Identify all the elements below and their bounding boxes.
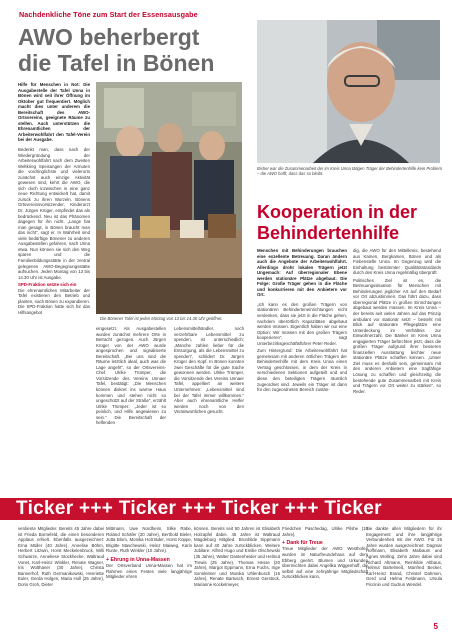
ticker-text-2: Mittmann, Uwe Nordheim, Silke Rabe, Roland Schäfer (20 Jahre), Berthold Bieler, Jutta Blom, Monika Holzräder, Horst Köppe, Brigitte Maschewski, Heinz Maiweg, Karin Runte, Ruth Winkler (10 Jahre). [106,526,192,554]
tafel-photo-caption: Die Bönener Tafel ist jeden Montag von 13 bis 14.30 Uhr geöffnet. [100,316,223,321]
ticker-column-5 [366,526,442,626]
ticker-column-4 [282,526,368,626]
ticker-column-1 [18,526,104,626]
article-left-body-3: eingesetzt. Als Ausgabestellen wurden zunächst mehrere Orte in Betracht gezogen. Auch Jürgen Krüger von der AWO wurde angesprochen und signalisierte Bereitschaft. „Bei uns sind die Räume letztlich ideal, auch was die Lage angeht“, so der Ortsvereins-Chef. Ulrike Trümper, die Vorsitzende des Vereins Unnaer Tafel, bestätigt: „Die Menschen können diskret ins warme Haus kommen und stehen nicht so ungeschützt auf der Straße“, erzählt Ulrike Trümper: „Jeder ist so peinlich, und Hilfe angewiesen zu sein.“ Die Bereitschaft der helfenden [96,326,166,426]
portrait-photo [257,20,440,163]
portrait-illustration [257,20,440,163]
ticker-text-5: Treue Mitglieder der AWO Westhofen wurden im Naturfreundehaus auf dem Ebberg geehrt. Blumen und Urkunden überreichten dabei Angelika Wiggenhoff, die selbst auf eine zehnjährige Mitgliedschaft zurückblicken kann, [282,546,368,580]
headline-kooperation: Kooperation in der Behindertenhilfe [257,202,418,243]
article-right-body-4: Politisches Ziel ist es, die Betreuungssituation für Menschen mit Behinderungen jeglicher Art auf den Bedarf vor Ort abzustimmen. Das führt dazu, dass überregional Plätze in großen Einrichtungen abgebaut werden müssen. Im Kreis Unna – der bereits seit vielen Jahren auf das Prinzip ambulant vor stationär setzt – besteht mit Blick auf stationäre Pflegeplätze eine Unterdeckung im Verhältnis zur Einwohnerzahl. Die Bänker im Kreis Unna engagierten Träger befürchten jetzt, dass die großen Träger aufgrund ihrer besseren finanziellen Ausstattung leichter neue stationäre Plätze schaffen können. „Unser Ziel muss es deshalb sein, gemeinsam mit den anderen Anbietern eine tragfähige Lösung zu schaffen und gleichzeitig die bestehende gute Zusammenarbeit mit Kreis und Trägern vor Ort weiter zu stärken“, so Reder. [353,277,441,394]
kicker-line: Nachdenkliche Töne zum Start der Essensausgabe [19,10,198,19]
article-left-column-2 [96,326,166,494]
page-number: 5 [433,622,438,631]
ticker-text-1: verdiente Mitglieder. Bereits 45 Jahre dabei ist Frieda Bornefeld, die einen besonderen Applaus erhielt. Ebenfalls ausgezeichnet: Erna Müller (40 Jahre), Annelise Böhm, Herbert Litzwin, Horst Meckelenbruck, Willi Schwarze, Anneliese Stockhecke, Waltraud Vonet, Karl-Heinz Winkler, Renate Wagner, Iris Wolthaner (30 Jahre), Christa Bannerhof, Ruth Germanikowski, Henriette Euler, Gerda Holgen, Maria Hull (25 Jahre), Doris Groh, Dieter [18,526,104,587]
article-right-lead: Menschen mit Behinderungen brauchen eine exzellente Betreuung. Daran ändern auch die Angebote der Arbeiterwohlfahrt. Allerdings droht lokalen Trägern jetzt Ungemach: Auf überregionaler Ebene werden stationäre Plätze abgebaut. Die Folge: Große Träger gehen in die Fläche und konkurrieren mit den Anbietern vor Ort. [257,248,347,298]
article-left-column-3 [174,326,244,494]
article-left-body-1: Bedenkt man, dass nach der Wiedergründung der Arbeiterwohlfahrt nach dem Zweiten Weltkrieg Speisungen der Armuten die vordringlichste und vielerorts zunächst auch einzige Aktivität gewesen sind, kehrt die AWO, die sich doch inzwischen in eine ganz neue Richtung entwickelt hat, damit zurück zu ihren Wurzeln. Bönens Ortsvereinsvorsitzender, Kinderarzt Dr. Jürgen Krüger, empfindet das als bedrückend. Neu ist das Phänomen dagegen für ihn nicht. „Lange hat man gesagt, in Bönen braucht man das nicht“, sagt er. In Wahrheit sind viele bedürftige Bönener zu anderen Ausgabestellen gefahren, nach Unna etwa. Nun können sie sich den Weg sparen und die Familienbildungsstätte in der zentral gelegenen AWO-Begegnungsstätte aufsuchen. Jeden Montag von 13 bis 14.30 Uhr ist Ausgabe. [18,147,90,280]
article-left-body-4: Lebensmittelhändler, noch verzehrbare Lebensmittel zu spenden, ist unterschiedlich: „Manche zahlen lieber für die Entsorgung, als die Lebensmittel zu spenden“, schildert Dr. Jürgen Krüger den Kopf. In Bönen konnten zwei Geschäfte für die gute Sache gewonnen werden. Ulrike Trümper, die Vorsitzende des Vereins Unnaer Tafel, appelliert an weitere Unternehmen: „Lebensmittel sind bei der Tafel immer willkommen.“ Aber auch ehrenamtliche Helfer werden noch von den Verantwortlichen gesucht. [174,326,244,415]
ticker-column-3 [194,526,280,626]
tafel-photo-illustration [96,82,242,314]
ticker-text-3: können. Bereits seit 50 Jahren ist Elisabeth Holzapfel dabei. 45 Jahre ist Waltraud Magdeburg Mitglied. Brunhilde Sippmann kann auf 40 Jahre zurückblicken. Weitere Jubilare: Alfred Hugo und Emilie Olschewski (35 Jahre), Walter Dantenheider und Helmut Trewis (25 Jahre), Thomas Hesse (20 Jahre), Margot Eppmann, Erna Fuchs, Inge Sonnleitner und Monika Uhlenbusch (15 Jahre), Renate Bartusch, Ernest Gerstück, Marianne Kockelmeyer, [194,526,280,587]
ticker-subhead-unna-massen: + Ehrung in Unna-Massen [106,556,170,563]
ticker-subhead-treue: + Dank für Treue [282,540,323,547]
portrait-caption: Bisher war die Zusammenarbeit der im Kreis Unna tätigen Träger der Behindertenhilfe kein Problem – die AWO hofft, dass das so bleibt. [257,166,442,177]
ticker-column-2 [106,526,192,626]
ticker-text-4: Friedchen Paschedag, Ulrike Pilshe (10 Jahre). [282,526,368,537]
article-right-body-1: „Ich kann es den großen Trägern von stationären Behinderteneinrichtungen nicht verdenken, dass sie jetzt in die Fläche gehen, nachdem überörtlich Kapazitäten abgebaut werden müssen. Eigentlich haben wir nur eine Option: Wir müssen mit den großen Trägern kooperieren“, sagt Unterbezirksgeschäftsführer Peter Reder. [257,301,347,346]
article-right-body-2: Zum Hintergrund: Die Arbeiterwohlfahrt hat gemeinsam mit anderen örtlichen Trägern der Behindertenhilfe mit dem Kreis Unna einen Vertrag geschlossen, in dem der Kreis in verschiedenen Sektionen aufgeteilt und und diese den beteiligten Trägern räumlich zugeordnet sind. Jeweils ein Träger ist dann für den zugeordneten Bereich zustän- [257,348,347,393]
headline-awo-tafel: AWO beherbergt die Tafel in Bönen [18,24,215,76]
article-left-lead: Hilfe für Menschen in Not: Die Ausgabestelle der Tafel Unna in Bönen wird seit ihrer Öffnung im Oktober gut frequentiert. Möglich macht dies unter anderem die Bereitschaft des AWO-Ortsvereins, geeignete Räume zu stellen. Auch unterstützen die Ehrenamtlichen der Arbeiterwohlfahrt den Tafel-Verein bei der Ausgabe. [18,82,90,143]
article-left-body-2: Die ehrenamtlichen Mitarbeiter der Tafel existieren den Betrieb und planten, nach Bönen zu expandieren. Die SPD-Fraktion hatte sich für das Hilfsangebot [18,287,90,315]
article-right-body-3: dig, die AWO für den Mittelkreis, bestehend aus Kamen, Bergkamen, Bönen und als Fiebenstelle Unna. Im Gegenzug wird die Einhaltung bestimmter Qualitätsstandards durch den Kreis Unna regelmäßig überprüft. [353,248,441,276]
ticker-band: Ticker +++ Ticker +++ Ticker +++ Ticker [0,498,452,520]
article-left-column-1 [18,82,90,494]
article-left-subhead: SPD-Fraktion setzte sich ein [18,282,77,288]
ticker-text-6: Sie dankte allen Mitgliedern für ihr Engagement und ihre langjährige Verbundenheit mit der AWO. Für 25 Jahre wurden ausgezeichnet: Dagmar Hoffmann, Elisabeth Maibaum und Agnes Wolling. Zehn Jahre dabei sind Richard Altmann, Reinhilde Altbaus, Helmut Bartelmeß, Manfred Becker, Karl-Heinz Brand, Christel Dahmen, Gerd und Helma Feldmann, Ursula Piccinin und Gudrun Wendel. [366,526,442,587]
article-right-column-2 [353,248,441,494]
tafel-photo [96,82,242,314]
ticker-text-2b: Der Ortsverband Unna-Massen hat im Rahmen eines Festes viele langjährige Mitglieder ehren [106,563,192,580]
article-right-column-1 [257,248,347,494]
